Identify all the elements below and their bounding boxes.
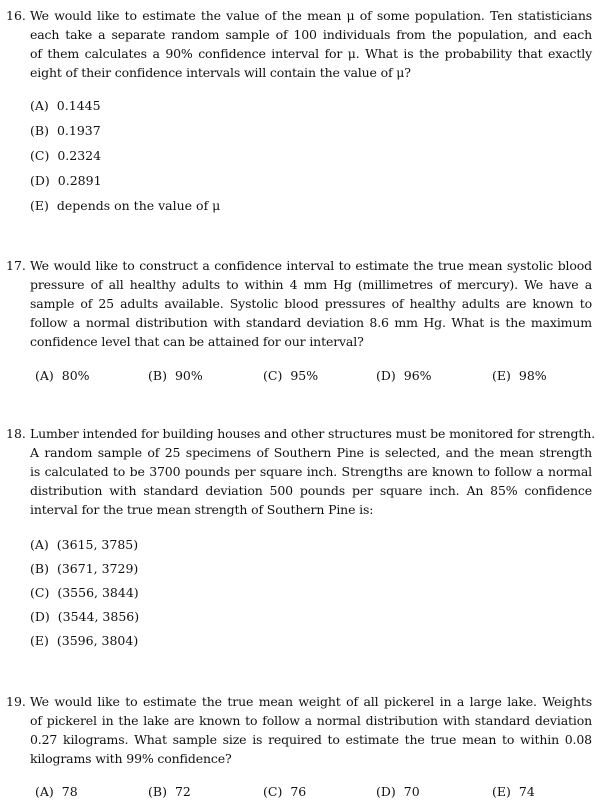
- answer-option[interactable]: [30, 171, 102, 190]
- option-letter: (E): [30, 633, 49, 648]
- option-letter: (B): [148, 368, 167, 383]
- option-letter: (E): [30, 198, 49, 213]
- answer-options-17: [30, 366, 590, 385]
- answer-option[interactable]: [376, 366, 432, 385]
- answer-option[interactable]: [492, 782, 535, 801]
- answer-option[interactable]: [30, 559, 138, 578]
- question-line: 0.27 kilograms. What sample size is required to estimate the true mean to within 0.08: [30, 732, 592, 747]
- question-line: of them calculates a 90% confidence interval for μ. What is the probability that exactly: [30, 46, 592, 61]
- question-line: eight of their confidence intervals will contain the value of μ?: [30, 65, 411, 80]
- answer-option[interactable]: [30, 96, 101, 115]
- option-letter: (C): [263, 784, 283, 799]
- answer-option[interactable]: [263, 366, 318, 385]
- question-line: We would like to estimate the value of the mean μ of some population. Ten statisticians: [30, 8, 592, 23]
- option-letter: (C): [30, 148, 50, 163]
- question-text: [30, 424, 595, 519]
- option-text: (3596, 3804): [56, 633, 139, 648]
- answer-option[interactable]: [30, 607, 139, 626]
- option-text: 76: [290, 784, 307, 799]
- option-letter: (E): [492, 784, 511, 799]
- question-text: [30, 256, 592, 351]
- option-text: 96%: [403, 368, 432, 383]
- option-letter: (A): [35, 784, 54, 799]
- answer-option[interactable]: [30, 196, 220, 215]
- question-line: is calculated to be 3700 pounds per square inch. Strengths are known to follow a normal: [30, 464, 592, 479]
- question-number: 17.: [6, 258, 26, 273]
- option-text: depends on the value of μ: [56, 198, 221, 213]
- answer-option[interactable]: [30, 631, 138, 650]
- option-letter: (B): [148, 784, 167, 799]
- answer-option[interactable]: [30, 146, 101, 165]
- answer-option[interactable]: [30, 583, 139, 602]
- option-letter: (C): [30, 585, 50, 600]
- option-text: 0.2891: [57, 173, 102, 188]
- question-line: follow a normal distribution with standard deviation 8.6 mm Hg. What is the maximum: [30, 315, 592, 330]
- option-text: 95%: [290, 368, 319, 383]
- option-letter: (C): [263, 368, 283, 383]
- option-text: 70: [403, 784, 420, 799]
- option-text: 80%: [61, 368, 90, 383]
- question-line: pressure of all healthy adults to within 4 mm Hg (millimetres of mercury). We have a: [30, 277, 592, 292]
- option-letter: (A): [30, 537, 49, 552]
- answer-option[interactable]: [148, 366, 203, 385]
- option-letter: (A): [30, 98, 49, 113]
- question-line: confidence level that can be attained for our interval?: [30, 334, 364, 349]
- answer-options-19: [30, 782, 590, 801]
- question-number: 16.: [6, 8, 26, 23]
- option-letter: (B): [30, 123, 49, 138]
- question-line: kilograms with 99% confidence?: [30, 751, 232, 766]
- option-text: 0.1445: [56, 98, 101, 113]
- option-text: (3671, 3729): [56, 561, 139, 576]
- answer-option[interactable]: [263, 782, 306, 801]
- option-letter: (D): [30, 173, 50, 188]
- option-letter: (D): [376, 368, 396, 383]
- option-text: 72: [174, 784, 191, 799]
- option-letter: (A): [35, 368, 54, 383]
- answer-option[interactable]: [35, 782, 78, 801]
- option-letter: (D): [30, 609, 50, 624]
- question-line: sample of 25 adults available. Systolic blood pressures of healthy adults are known to: [30, 296, 592, 311]
- answer-option[interactable]: [30, 535, 138, 554]
- question-line: We would like to estimate the true mean weight of all pickerel in a large lake. Weights: [30, 694, 592, 709]
- question-text: [30, 6, 592, 82]
- question-line: each take a separate random sample of 100 individuals from the population, and each: [30, 27, 592, 42]
- question-number: 18.: [6, 426, 26, 441]
- answer-option[interactable]: [35, 366, 90, 385]
- option-text: 90%: [174, 368, 203, 383]
- answer-option[interactable]: [492, 366, 547, 385]
- option-text: 78: [61, 784, 78, 799]
- option-text: 0.1937: [56, 123, 101, 138]
- option-text: 0.2324: [57, 148, 102, 163]
- option-text: 98%: [518, 368, 547, 383]
- question-line: We would like to construct a confidence interval to estimate the true mean systolic blood: [30, 258, 592, 273]
- option-letter: (D): [376, 784, 396, 799]
- question-number: 19.: [6, 694, 26, 709]
- answer-option[interactable]: [148, 782, 191, 801]
- option-text: (3544, 3856): [57, 609, 140, 624]
- option-letter: (E): [492, 368, 511, 383]
- question-line: A random sample of 25 specimens of Southern Pine is selected, and the mean strength: [30, 445, 592, 460]
- question-line: Lumber intended for building houses and other structures must be monitored for strength.: [30, 426, 595, 441]
- option-letter: (B): [30, 561, 49, 576]
- question-line: of pickerel in the lake are known to follow a normal distribution with standard deviation: [30, 713, 592, 728]
- option-text: (3556, 3844): [57, 585, 139, 600]
- option-text: (3615, 3785): [56, 537, 139, 552]
- option-text: 74: [518, 784, 535, 799]
- question-text: [30, 692, 592, 768]
- question-line: interval for the true mean strength of Southern Pine is:: [30, 502, 374, 517]
- answer-option[interactable]: [376, 782, 420, 801]
- question-line: distribution with standard deviation 500 pounds per square inch. An 85% confidence: [30, 483, 592, 498]
- answer-option[interactable]: [30, 121, 101, 140]
